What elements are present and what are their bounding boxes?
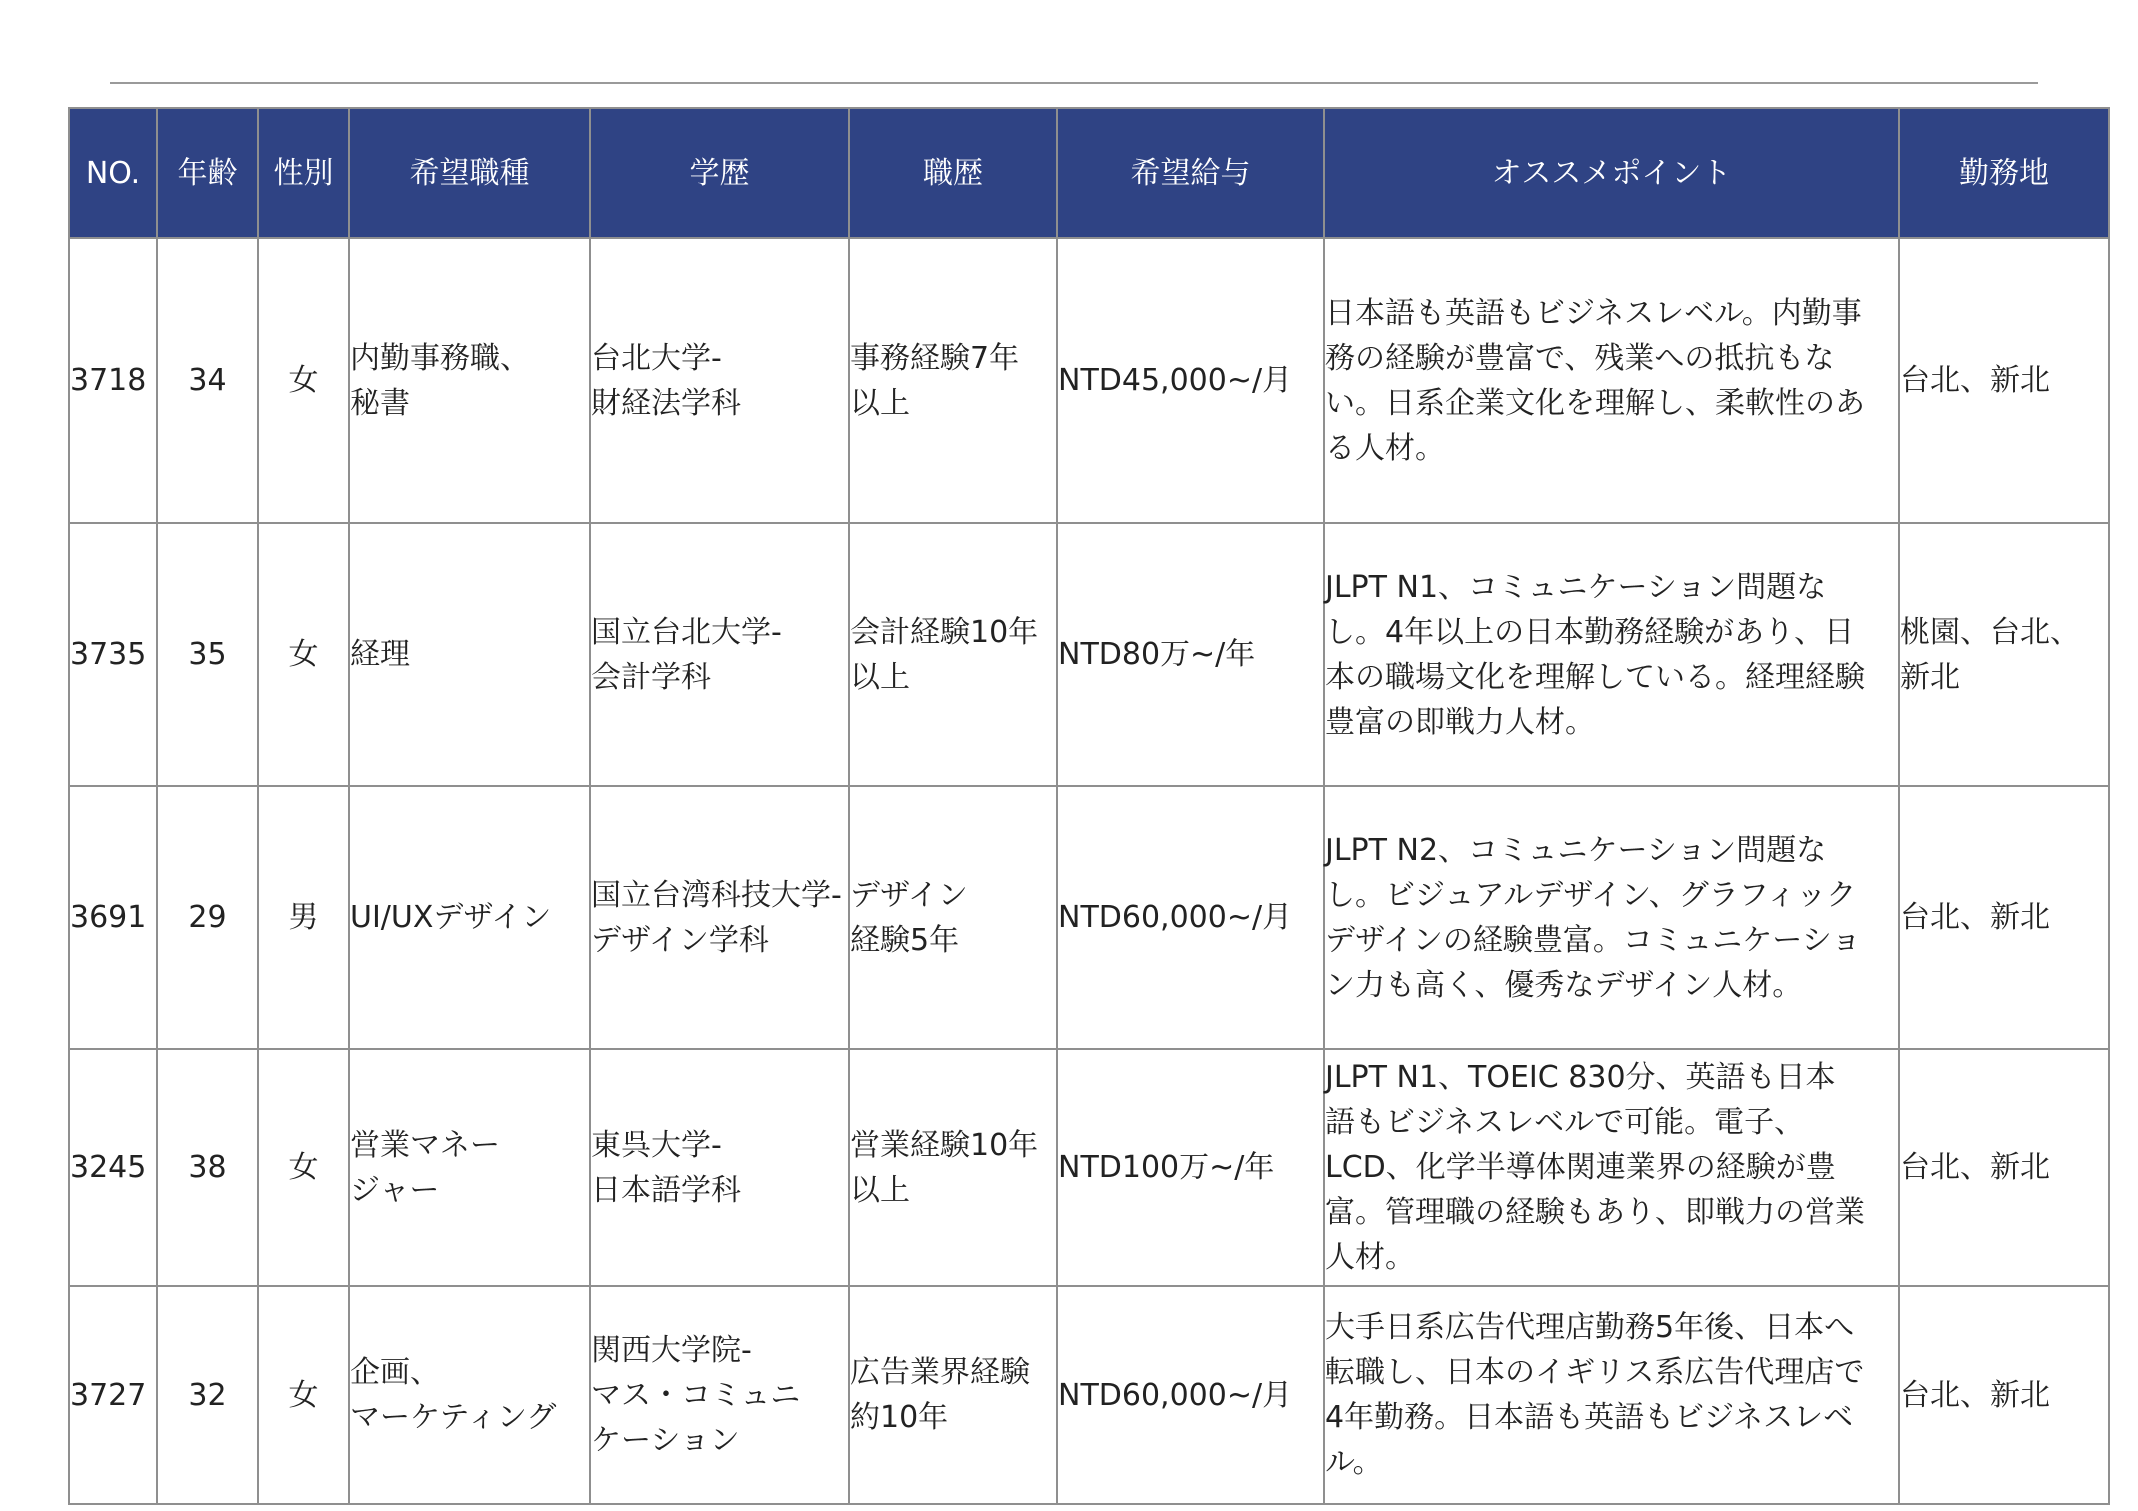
text-line: し。ビジュアルデザイン、グラフィック [1325,877,1857,913]
text-line: 営業経験10年 [850,1127,1039,1163]
text-line: デザイン学科 [591,922,769,958]
text-line: 秘書 [350,385,410,421]
cell-desired-salary: NTD100万~/年 [1057,1049,1324,1286]
text-line: 台北、新北 [1900,1150,2050,1185]
cell-recommend-points [1324,1286,1899,1504]
text-line: 日本語も英語もビジネスレベル。内勤事 [1325,295,1862,331]
text-line: 台北大学- [591,340,722,376]
text-line: 日本語学科 [591,1172,741,1208]
text-line: 国立台湾科技大学- [591,877,842,913]
text-line: 本の職場文化を理解している。経理経験 [1325,659,1865,695]
table-body [69,238,2109,1504]
cell-no: 3718 [69,238,157,523]
text-line: デザイン [850,877,968,913]
header-work-location: 勤務地 [1899,108,2109,238]
text-line: 財経法学科 [591,385,741,421]
text-line: LCD、化学半導体関連業界の経験が豊 [1325,1150,1836,1185]
text-line: 以上 [850,1172,910,1208]
text-line: JLPT N1、コミュニケーション問題な [1325,569,1827,605]
cell-desired-job [349,786,590,1049]
text-line: 約10年 [850,1400,949,1435]
cell-work-location [1899,786,2109,1049]
text-line: 営業マネー [350,1127,500,1163]
cell-desired-job [349,523,590,786]
cell-age: 35 [157,523,258,786]
text-line: い。日系企業文化を理解し、柔軟性のあ [1325,385,1865,421]
cell-career [849,523,1057,786]
cell-age: 38 [157,1049,258,1286]
text-line: 以上 [850,385,910,421]
cell-work-location [1899,238,2109,523]
text-line: 富。管理職の経験もあり、即戦力の営業 [1325,1195,1865,1230]
cell-gender: 男 [258,786,349,1049]
text-line: 務の経験が豊富で、残業への抵抗もな [1325,340,1835,376]
text-line: マーケティング [350,1400,557,1435]
table-row [69,238,2109,523]
cell-recommend-points [1324,238,1899,523]
cell-age: 29 [157,786,258,1049]
top-divider [110,82,2038,84]
text-line: 以上 [850,659,910,695]
cell-desired-job [349,238,590,523]
text-line: 経験5年 [850,922,960,958]
text-line: 事務経験7年 [850,340,1020,376]
cell-work-location [1899,523,2109,786]
text-line: 関西大学院- [591,1332,752,1368]
text-line: 広告業界経験 [850,1355,1030,1390]
cell-education [590,238,849,523]
header-age: 年齢 [157,108,258,238]
cell-work-location [1899,1049,2109,1286]
table-row [69,523,2109,786]
header-no: NO. [69,108,157,238]
table-header [69,108,2109,238]
cell-career [849,238,1057,523]
cell-gender: 女 [258,523,349,786]
text-line: る人材。 [1325,430,1445,466]
header-desired-salary: 希望給与 [1057,108,1324,238]
header-recommend-points: オススメポイント [1324,108,1899,238]
cell-gender: 女 [258,238,349,523]
text-line: 台北、新北 [1900,363,2050,398]
text-line: ン力も高く、優秀なデザイン人材。 [1325,967,1803,1003]
text-line: JLPT N2、コミュニケーション問題な [1325,832,1827,868]
text-line: 桃園、台北、 [1900,614,2080,650]
text-line: 豊富の即戦力人材。 [1325,704,1595,740]
header-education: 学歴 [590,108,849,238]
cell-recommend-points [1324,1049,1899,1286]
cell-desired-salary: NTD60,000~/月 [1057,1286,1324,1504]
header-row [69,108,2109,238]
candidate-table [68,107,2110,1505]
cell-no: 3727 [69,1286,157,1504]
text-line: 新北 [1900,659,1960,695]
cell-age: 32 [157,1286,258,1504]
text-line: ケーション [591,1422,740,1458]
text-line: 企画、 [350,1355,440,1390]
text-line: 台北、新北 [1900,900,2050,935]
cell-gender: 女 [258,1049,349,1286]
text-line: 人材。 [1325,1240,1415,1275]
text-line: 会計経験10年 [850,614,1039,650]
cell-desired-job [349,1049,590,1286]
cell-work-location [1899,1286,2109,1504]
cell-education [590,1049,849,1286]
header-desired-job: 希望職種 [349,108,590,238]
text-line: マス・コミュニ [591,1377,801,1413]
table-row [69,1049,2109,1286]
text-line: ジャー [350,1172,440,1208]
cell-desired-salary: NTD45,000~/月 [1057,238,1324,523]
text-line: ル。 [1325,1445,1383,1480]
text-line: 経理 [350,637,410,672]
text-line: JLPT N1、TOEIC 830分、英語も日本 [1325,1060,1836,1095]
text-line: 台北、新北 [1900,1377,2050,1413]
cell-education [590,523,849,786]
cell-desired-job [349,1286,590,1504]
cell-desired-salary: NTD80万~/年 [1057,523,1324,786]
text-line: 大手日系広告代理店勤務5年後、日本へ [1325,1310,1855,1345]
cell-career [849,786,1057,1049]
cell-career [849,1286,1057,1504]
text-line: UI/UXデザイン [350,900,552,935]
cell-no: 3691 [69,786,157,1049]
cell-gender: 女 [258,1286,349,1504]
cell-no: 3245 [69,1049,157,1286]
text-line: 国立台北大学- [591,614,782,650]
text-line: デザインの経験豊富。コミュニケーショ [1325,922,1862,958]
text-line: 東呉大学- [591,1127,722,1163]
cell-career [849,1049,1057,1286]
cell-no: 3735 [69,523,157,786]
header-gender: 性別 [258,108,349,238]
cell-recommend-points [1324,786,1899,1049]
text-line: し。4年以上の日本勤務経験があり、日 [1325,614,1855,650]
text-line: 4年勤務。日本語も英語もビジネスレベ [1325,1400,1854,1435]
text-line: 内勤事務職、 [350,340,530,376]
table-row [69,1286,2109,1504]
text-line: 転職し、日本のイギリス系広告代理店で [1325,1355,1865,1390]
cell-education [590,786,849,1049]
cell-desired-salary: NTD60,000~/月 [1057,786,1324,1049]
cell-age: 34 [157,238,258,523]
text-line: 会計学科 [591,659,711,695]
cell-education [590,1286,849,1504]
table-row [69,786,2109,1049]
header-career: 職歴 [849,108,1057,238]
cell-recommend-points [1324,523,1899,786]
text-line: 語もビジネスレベルで可能。電子、 [1325,1105,1805,1140]
